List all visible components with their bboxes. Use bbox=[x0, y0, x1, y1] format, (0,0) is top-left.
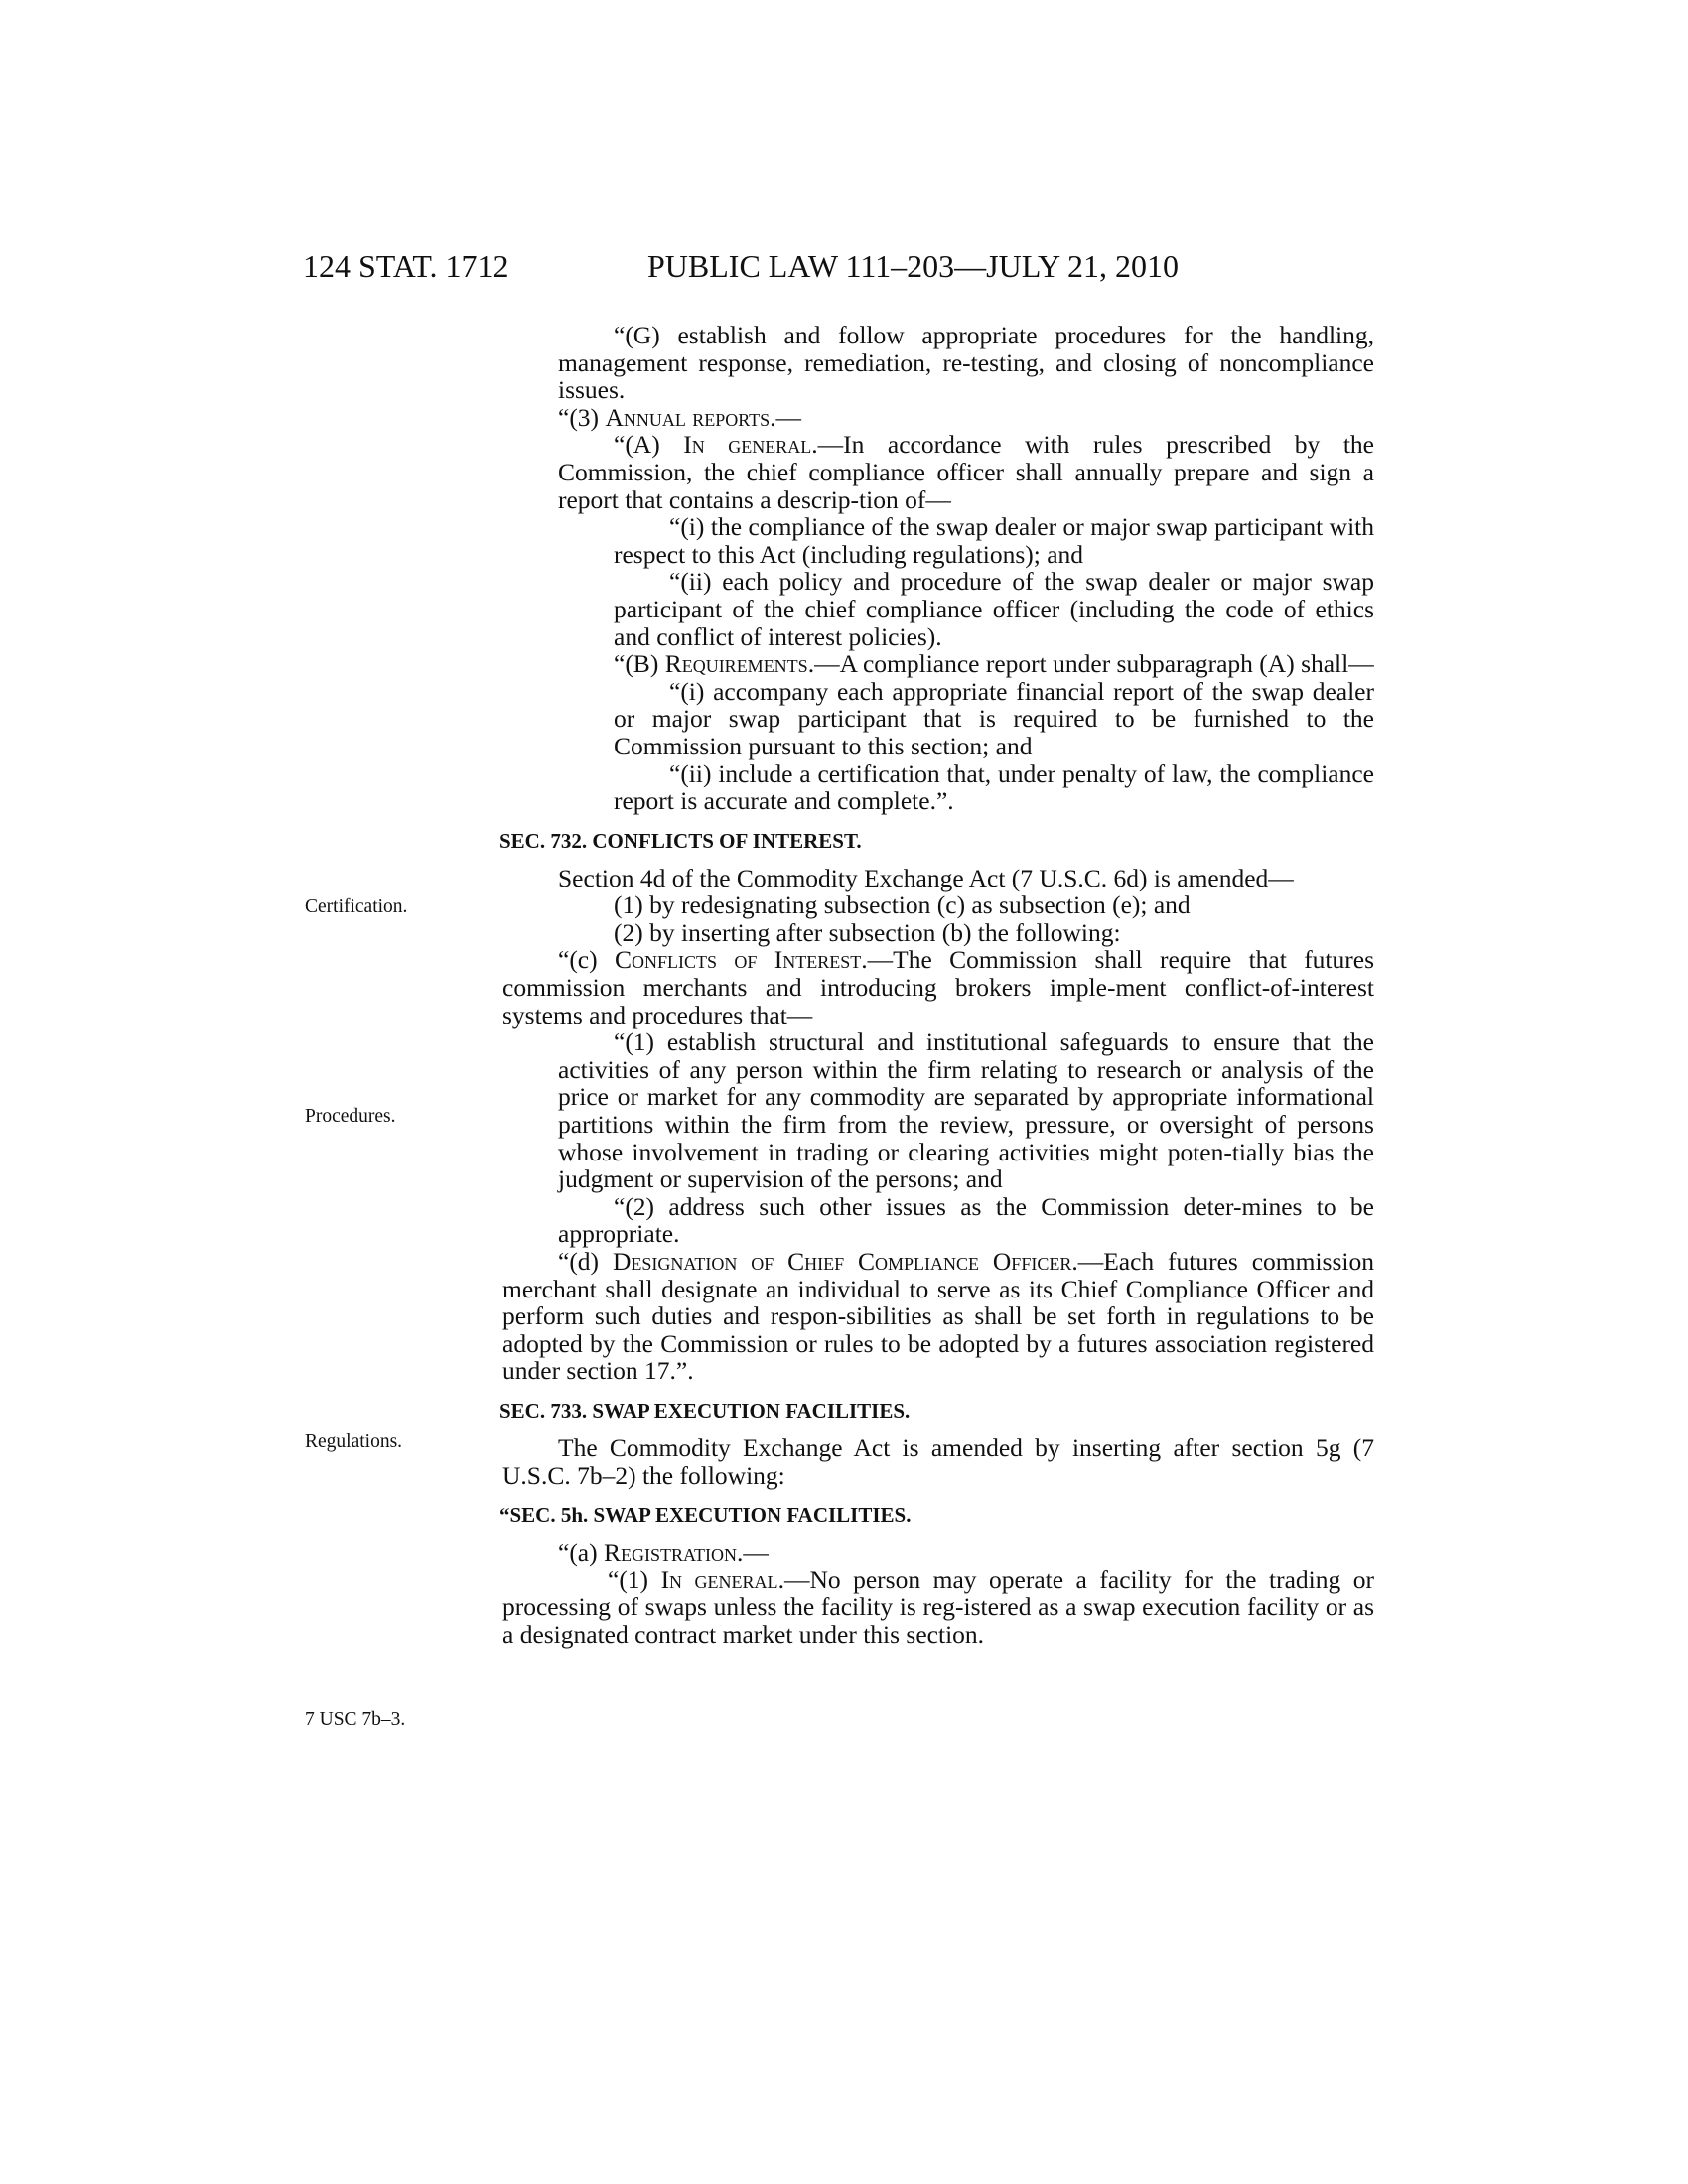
tail: .— bbox=[737, 1538, 769, 1568]
heading-conflicts-of-interest: Conflicts of Interest bbox=[615, 945, 862, 975]
paragraph-3-annual-reports bbox=[502, 404, 1374, 432]
paragraph-733-intro: The Commodity Exchange Act is amended by inserting after section 5g (7 U.S.C. 7b–2) the following: bbox=[502, 1433, 1374, 1490]
paragraph-732-2: (2) by inserting after subsection (b) the following: bbox=[614, 917, 1121, 947]
paragraph-3a-ii: “(ii) each policy and procedure of the swap dealer or major swap participant of the chief compliance officer (including the code of ethics and conflict of interest policies). bbox=[614, 567, 1374, 651]
heading-annual-reports: Annual reports bbox=[605, 402, 771, 432]
lead: “(d) bbox=[558, 1247, 613, 1276]
margin-note-regulations: Regulations. bbox=[305, 1432, 403, 1452]
paragraph-3b-ii: “(ii) include a certification that, under penalty of law, the compliance report is accurate and complete.”. bbox=[614, 758, 1374, 816]
heading-in-general: In general bbox=[660, 1565, 778, 1594]
lead: “(c) bbox=[558, 945, 615, 975]
text: .—Each futures commission merchant shall designate an individual to serve as its Chief Compliance Officer and perform such duties and respon-sibilities as shall be set forth in regulations to be adopted by the Commission or rules to be adopted by a futures association registered under section 17.”. bbox=[502, 1247, 1374, 1386]
paragraph-3a-in-general bbox=[502, 431, 1374, 513]
text: .—In accordance with rules prescribed by the Commission, the chief compliance officer shall annually prepare and sign a report that contains a descrip-tion of— bbox=[558, 430, 1374, 514]
lead: “(A) bbox=[614, 430, 684, 460]
paragraph-g: “(G) establish and follow appropriate procedures for the handling, management response, remediation, re-testing, and closing of noncompliance issues. bbox=[558, 321, 1374, 405]
paragraph-c-1: “(1) establish structural and institutional safeguards to ensure that the activities of any person within the firm relating to research or analysis of the price or market for any commodity are separated by appropriate informational partitions within the firm from the review, pressure, or oversight of persons whose involvement in trading or clearing activities might poten-tially bias the judgment or supervision of the persons; and bbox=[558, 1027, 1374, 1194]
heading-requirements: Requirements bbox=[664, 649, 808, 679]
tail: .— bbox=[770, 402, 802, 432]
lead: “(B) bbox=[614, 649, 665, 679]
document-body bbox=[499, 321, 1374, 1649]
section-heading-733: SEC. 733. SWAP EXECUTION FACILITIES. bbox=[499, 1398, 911, 1423]
paragraph-732-1: (1) by redesignating subsection (c) as subsection (e); and bbox=[614, 890, 1191, 920]
paragraph-732-intro: Section 4d of the Commodity Exchange Act (7 U.S.C. 6d) is amended— bbox=[558, 863, 1294, 892]
paragraph-a-registration bbox=[502, 1539, 1374, 1567]
text: .—No person may operate a facility for the trading or processing of swaps unless the facility is reg-istered as a swap execution facility or as a designated contract market under this section. bbox=[502, 1565, 1374, 1649]
paragraph-a-1 bbox=[502, 1567, 1374, 1649]
running-header: PUBLIC LAW 111–203—JULY 21, 2010 bbox=[647, 248, 1179, 284]
heading-in-general: In general bbox=[683, 430, 812, 460]
paragraph-d-designation bbox=[502, 1248, 1374, 1385]
heading-registration: Registration bbox=[604, 1538, 737, 1568]
heading-designation: Designation of Chief Compliance Officer bbox=[612, 1247, 1072, 1276]
stat-page-number: 124 STAT. 1712 bbox=[303, 248, 509, 284]
paragraph-c-conflicts bbox=[502, 946, 1374, 1028]
section-heading-732: SEC. 732. CONFLICTS OF INTEREST. bbox=[499, 828, 862, 853]
lead: “(a) bbox=[558, 1538, 604, 1568]
lead: “(3) bbox=[558, 402, 606, 432]
paragraph-3b-i: “(i) accompany each appropriate financial report of the swap dealer or major swap participant that is required to be furnished to the Commission pursuant to this section; and bbox=[614, 676, 1374, 760]
margin-note-usc: 7 USC 7b–3. bbox=[305, 1709, 406, 1730]
text: .—A compliance report under subparagraph (A) shall— bbox=[807, 649, 1374, 679]
lead: “(1) bbox=[608, 1565, 661, 1594]
margin-note-certification: Certification. bbox=[305, 896, 408, 917]
paragraph-3b-requirements bbox=[502, 650, 1374, 678]
paragraph-c-2: “(2) address such other issues as the Commission deter-mines to be appropriate. bbox=[558, 1191, 1374, 1249]
section-heading-5h: “SEC. 5h. SWAP EXECUTION FACILITIES. bbox=[499, 1503, 912, 1528]
margin-note-procedures: Procedures. bbox=[305, 1106, 396, 1127]
text: .—The Commission shall require that futures commission merchants and introducing brokers imple-ment conflict-of-interest systems and procedures that— bbox=[502, 945, 1374, 1029]
paragraph-3a-i: “(i) the compliance of the swap dealer or major swap participant with respect to this Act (including regulations); and bbox=[614, 512, 1374, 569]
